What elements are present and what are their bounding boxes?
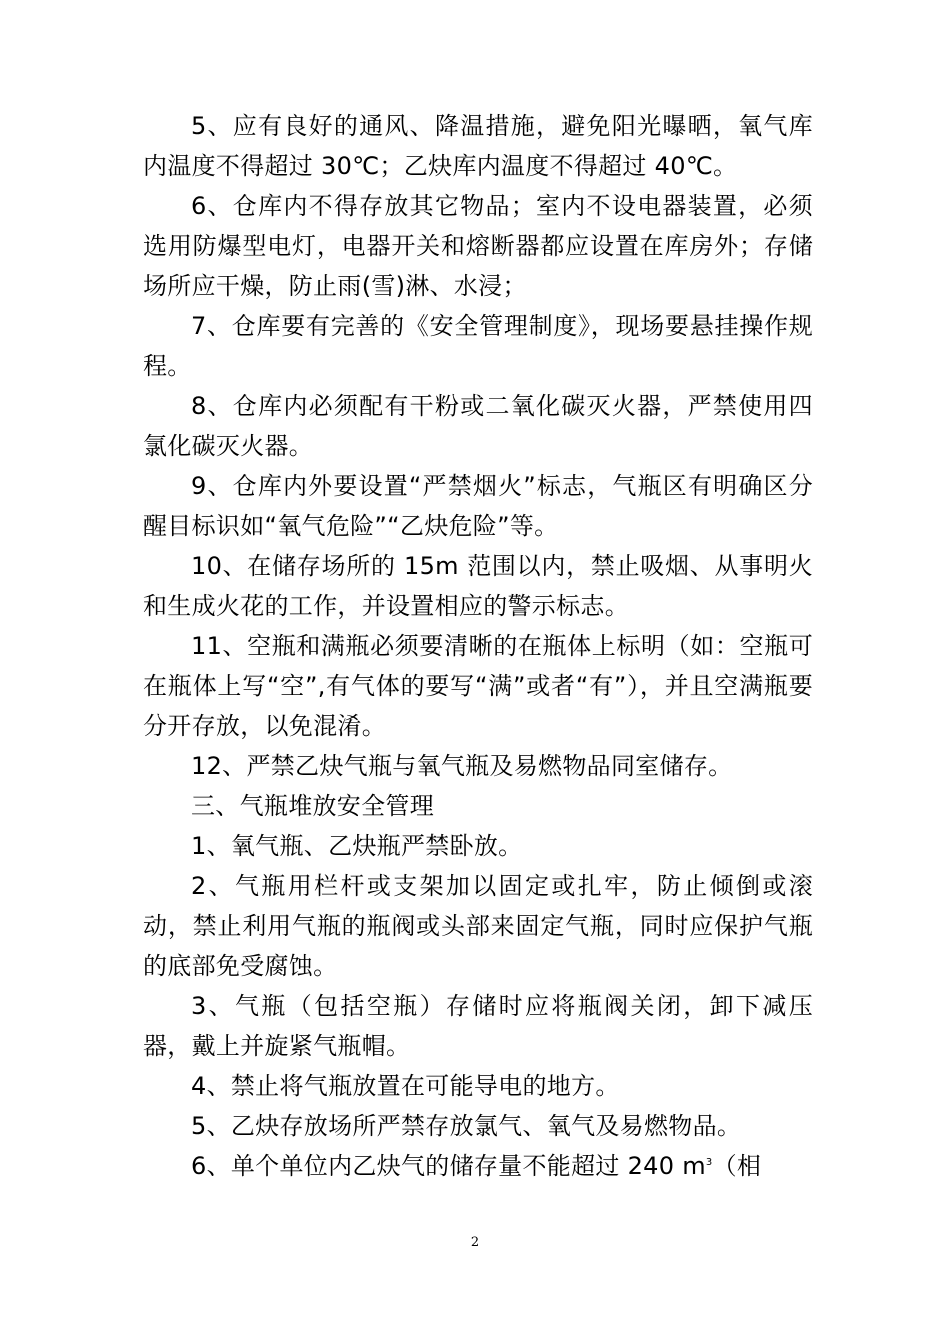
paragraph-item-6-no-other-items: 6、仓库内不得存放其它物品；室内不设电器装置，必须选用防爆型电灯，电器开关和熔断器都应设置在库房外；存储场所应干燥，防止雨(雪)淋、水浸； [143,192,813,300]
paragraph-item-11-empty-full-marking: 11、空瓶和满瓶必须要清晰的在瓶体上标明（如：空瓶可在瓶体上写“空”,有气体的要写“满”或者“有”），并且空满瓶要分开存放，以免混淆。 [143,632,813,740]
storage-limit-text: 6、单个单位内乙炔气的储存量不能超过 240 m [191,1152,706,1180]
paragraph-item-10-no-smoking: 10、在储存场所的 15m 范围以内，禁止吸烟、从事明火和生成火花的工作，并设置相应的警示标志。 [143,552,813,620]
paragraph-item-9-signs: 9、仓库内外要设置“严禁烟火”标志，气瓶区有明确区分醒目标识如“氧气危险”“乙炔危险”等。 [143,472,813,540]
paragraph-item-2-fixing: 2、气瓶用栏杆或支架加以固定或扎牢，防止倾倒或滚动，禁止利用气瓶的瓶阀或头部来固定气瓶，同时应保护气瓶的底部免受腐蚀。 [143,872,813,980]
page-number: 2 [470,1235,480,1250]
paragraph-item-1-no-lying: 1、氧气瓶、乙炔瓶严禁卧放。 [191,832,523,860]
paragraph-item-4-conductive-places: 4、禁止将气瓶放置在可能导电的地方。 [191,1072,620,1100]
cubic-superscript: 3 [705,1157,713,1168]
paragraph-item-3-valve-closed: 3、气瓶（包括空瓶）存储时应将瓶阀关闭，卸下减压器，戴上并旋紧气瓶帽。 [143,992,813,1060]
paragraph-item-12-separate-storage: 12、严禁乙炔气瓶与氧气瓶及易燃物品同室储存。 [191,752,733,780]
paragraph-item-7-safety-rules: 7、仓库要有完善的《安全管理制度》，现场要悬挂操作规程。 [143,312,813,380]
storage-limit-continued: （相 [712,1152,762,1180]
section-heading-cylinder-stacking: 三、气瓶堆放安全管理 [191,792,434,820]
body-text [143,106,813,1186]
paragraph-item-8-extinguishers: 8、仓库内必须配有干粉或二氧化碳灭火器，严禁使用四氯化碳灭火器。 [143,392,813,460]
paragraph-item-6-storage-limit [143,1146,813,1186]
paragraph-item-5-ventilation: 5、应有良好的通风、降温措施，避免阳光曝晒，氧气库内温度不得超过 30℃；乙炔库内温度不得超过 40℃。 [143,112,813,180]
paragraph-item-5-acetylene-storage: 5、乙炔存放场所严禁存放氯气、氧气及易燃物品。 [191,1112,742,1140]
